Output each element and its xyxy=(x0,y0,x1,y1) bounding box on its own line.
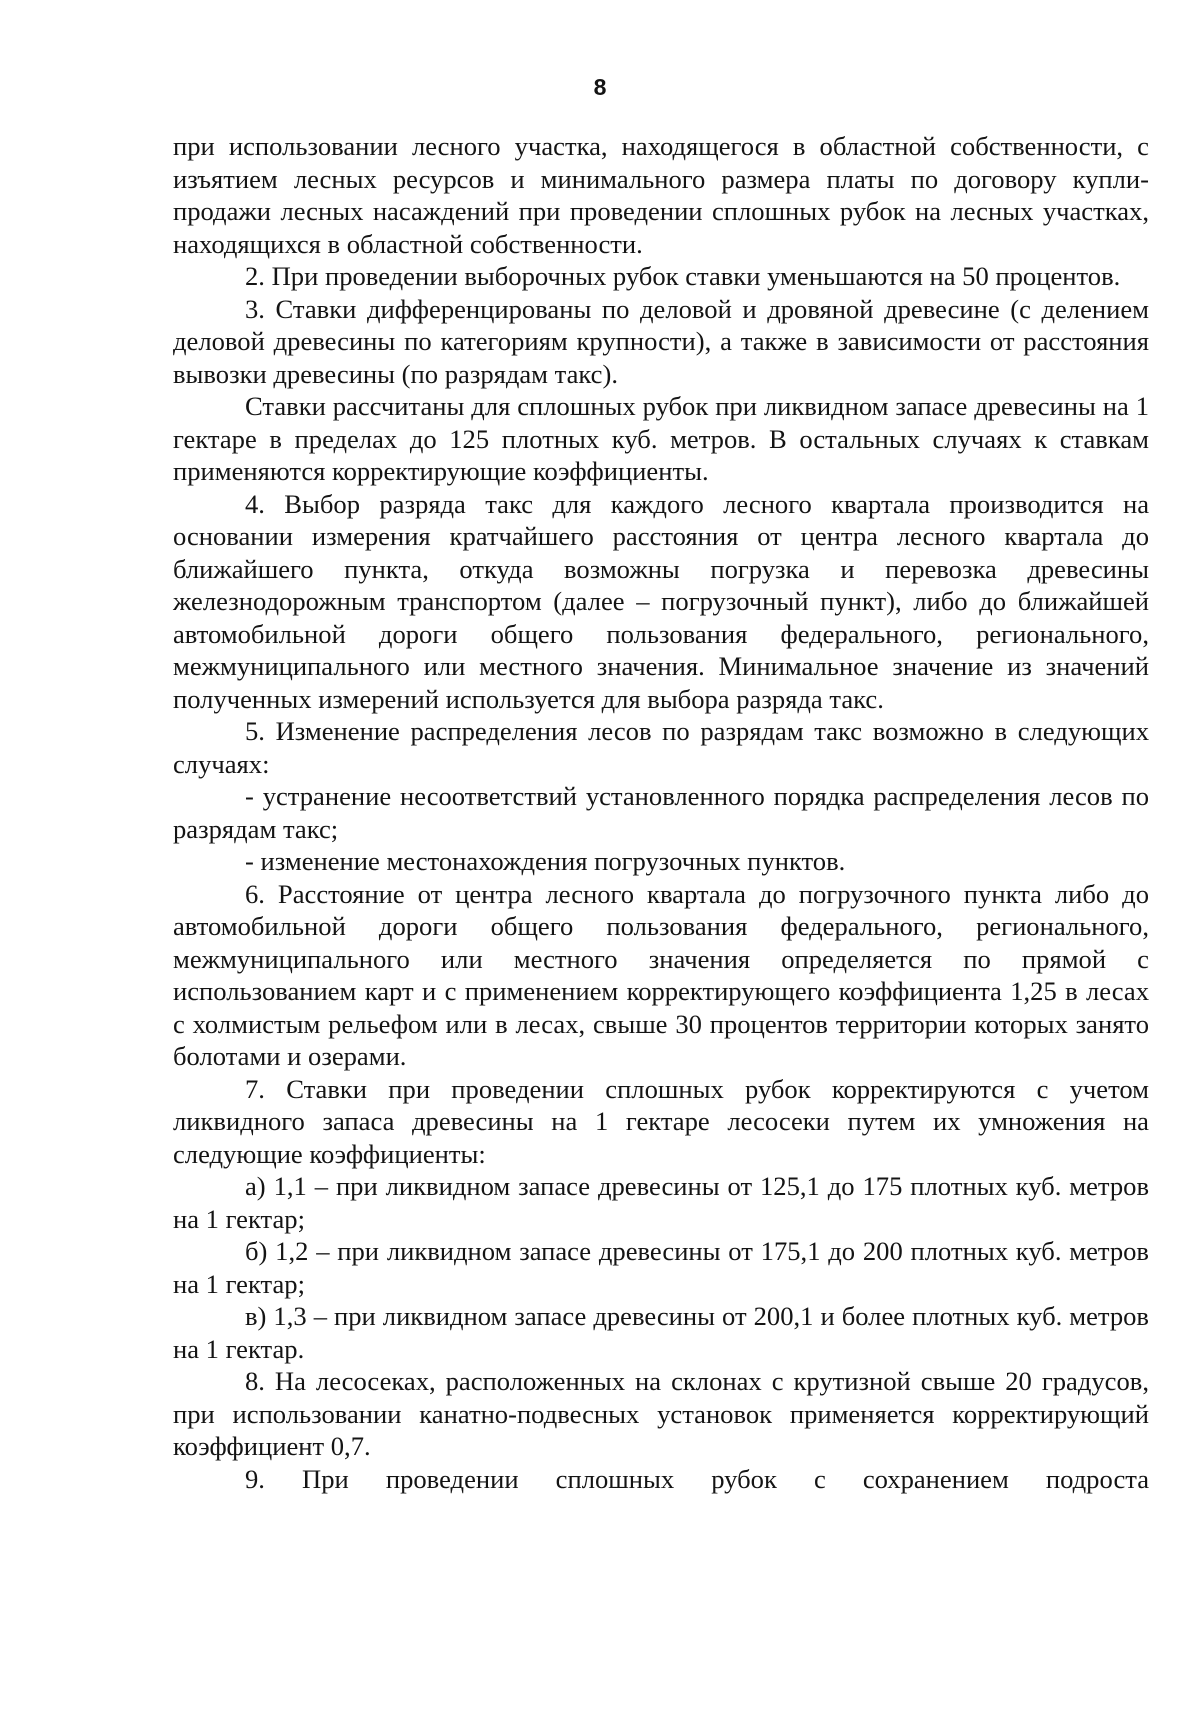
paragraph-item-8: 8. На лесосеках, расположенных на склонах с крутизной свыше 20 градусов, при использовании канатно-подвесных установок применяется корректирующий коэффициент 0,7. xyxy=(173,1366,1149,1461)
list-item-coefficient-b: б) 1,2 – при ликвидном запасе древесины от 175,1 до 200 плотных куб. метров на 1 гектар; xyxy=(173,1236,1149,1299)
paragraph-item-3: 3. Ставки дифференцированы по деловой и дровяной древесине (с делением деловой древесины по категориям крупности), а также в зависимости от расстояния вывозки древесины (по разрядам такс). xyxy=(173,293,1149,389)
paragraph-item-9: 9. При проведении сплошных рубок с сохранением подроста xyxy=(245,1463,1149,1494)
paragraph-item-6: 6. Расстояние от центра лесного квартала до погрузочного пункта либо до автомобильной дороги общего пользования федерального, регионального, межмуниципального или местного значения определяется по прямой с использованием карт и с применением корректирующего коэффициента 1,25 в лесах с холмистым рельефом или в лесах, свыше 30 процентов территории которых занято болотами и озерами. xyxy=(173,878,1149,1071)
list-item-loading-points: - изменение местонахождения погрузочных пунктов. xyxy=(245,846,846,876)
paragraph-item-7: 7. Ставки при проведении сплошных рубок корректируются с учетом ликвидного запаса древесины на 1 гектаре лесосеки путем их умножения на следующие коэффициенты: xyxy=(173,1073,1149,1169)
paragraph-rates-calculation: Ставки рассчитаны для сплошных рубок при ликвидном запасе древесины на 1 гектаре в пределах до 125 плотных куб. метров. В остальных случаях к ставкам применяются корректирующие коэффициенты. xyxy=(173,391,1149,486)
list-item-coefficient-c: в) 1,3 – при ликвидном запасе древесины от 200,1 и более плотных куб. метров на 1 гектар. xyxy=(173,1301,1149,1364)
document-body xyxy=(173,130,1149,1495)
list-item-discrepancies: - устранение несоответствий установленного порядка распределения лесов по разрядам такс; xyxy=(173,781,1149,844)
list-item-coefficient-a: а) 1,1 – при ликвидном запасе древесины от 125,1 до 175 плотных куб. метров на 1 гектар; xyxy=(173,1171,1149,1234)
paragraph-item-4: 4. Выбор разряда такс для каждого лесного квартала производится на основании измерения кратчайшего расстояния от центра лесного квартала до ближайшего пункта, откуда возможны погрузка и перевозка древесины железнодорожным транспортом (далее – погрузочный пункт), либо до ближайшей автомобильной дороги общего пользования федерального, регионального, межмуниципального или местного значения. Минимальное значение из значений полученных измерений используется для выбора разряда такс. xyxy=(173,488,1149,714)
paragraph-item-5: 5. Изменение распределения лесов по разрядам такс возможно в следующих случаях: xyxy=(173,716,1149,779)
page-number: 8 xyxy=(593,74,607,100)
paragraph-continuation: при использовании лесного участка, находящегося в областной собственности, с изъятием лесных ресурсов и минимального размера платы по договору купли-продажи лесных насаждений при проведении сплошных рубок на лесных участках, находящихся в областной собственности. xyxy=(173,131,1149,259)
paragraph-item-2: 2. При проведении выборочных рубок ставки уменьшаются на 50 процентов. xyxy=(245,261,1121,291)
